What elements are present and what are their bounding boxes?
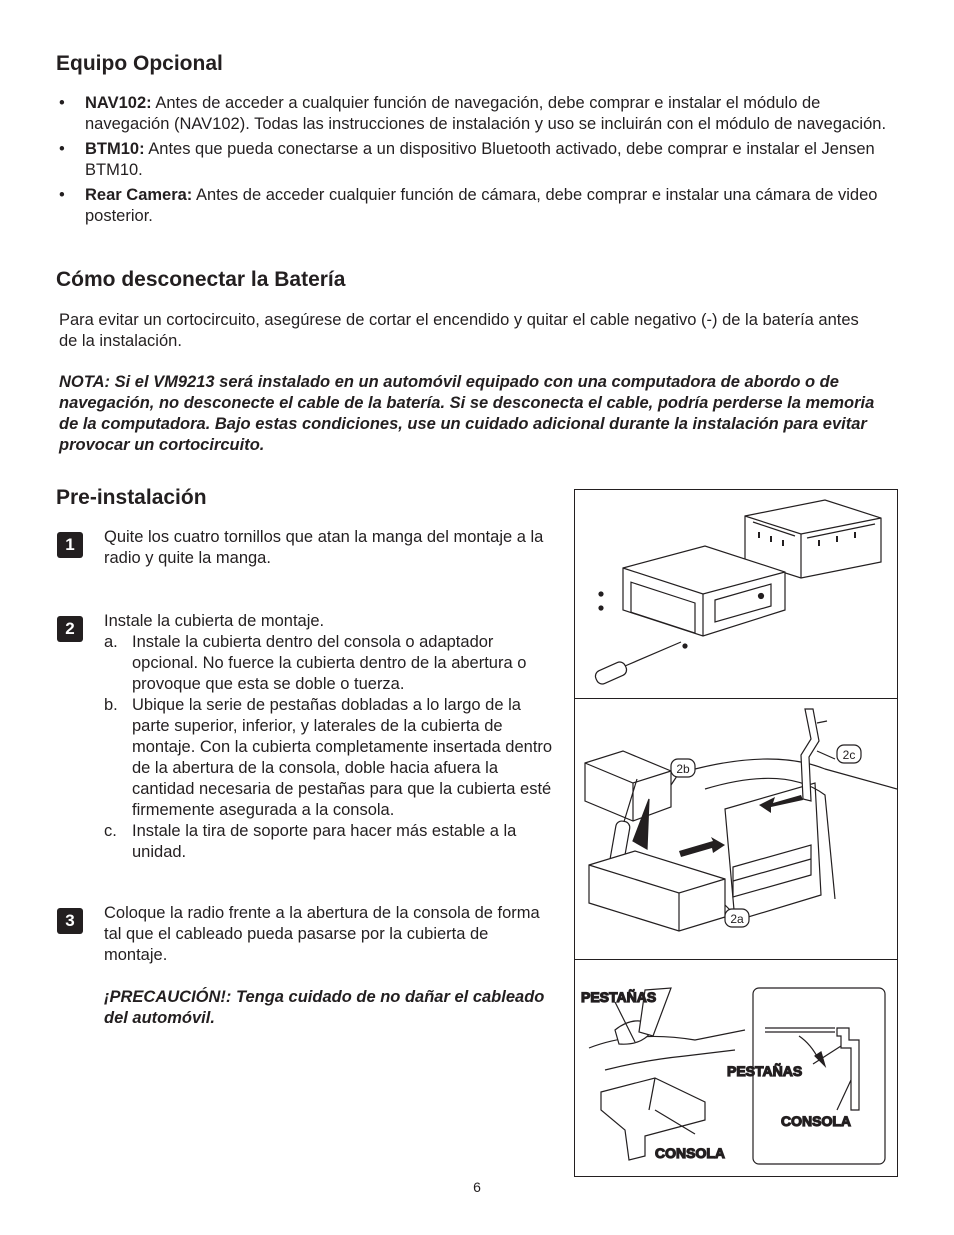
sleeve-bottom-illustration <box>589 851 725 931</box>
label-tabs-left: PESTAÑAS <box>581 989 657 1005</box>
optional-equipment-list <box>56 93 906 231</box>
step-2-badge: 2 <box>57 616 83 642</box>
callout-2b: 2b <box>676 762 690 776</box>
figure-panel-radio-sleeve <box>575 490 897 698</box>
item-term: BTM10: <box>85 140 145 158</box>
item-text: Antes de acceder a cualquier función de navegación, debe comprar e instalar el módulo de navegación (NAV102). Todas las instrucciones de instalación y uso se incluirán con el módulo de navegación. <box>85 94 887 133</box>
callout-2a: 2a <box>730 912 744 926</box>
battery-note: NOTA: Si el VM9213 será instalado en un automóvil equipado con una computadora de abordo o de navegación, no desconecte el cable de la batería. Si se desconecta el cable, podría perderse la memoria de la computadora. Bajo estas condiciones, use un cuidado adicional durante la instalación para evitar provocar un cortocircuito. <box>59 373 875 454</box>
label-tabs-right: PESTAÑAS <box>727 1063 803 1079</box>
sub-label: a. <box>104 633 118 651</box>
page-number: 6 <box>473 1179 481 1195</box>
step-2-sub-c <box>104 821 554 863</box>
list-item <box>56 185 906 227</box>
callout-2c: 2c <box>842 748 856 762</box>
sub-text: Ubique la serie de pestañas dobladas a lo largo de la parte superior, inferior, y laterales de la cubierta de montaje. Con la cubierta completamente insertada dentro de la abertura de la consola, doble hacia afuera la cantidad necesaria de pestañas para que la cubierta esté firmemente asegurada a la consola. <box>132 696 553 819</box>
sub-text: Instale la cubierta dentro del consola o adaptador opcional. No fuerce la cubierta dentro de la abertura o provoque que esta se doble o tuerza. <box>132 633 527 693</box>
step-3-badge: 3 <box>57 908 83 934</box>
step-2-text: Instale la cubierta de montaje. <box>104 612 325 630</box>
step-3-caution: ¡PRECAUCIÓN!: Tenga cuidado de no dañar el cableado del automóvil. <box>104 988 545 1027</box>
list-item <box>56 93 906 135</box>
sub-label: b. <box>104 696 118 714</box>
item-term: Rear Camera: <box>85 186 193 204</box>
tab-bend-illustration <box>589 988 745 1160</box>
screwdriver-illustration <box>594 642 681 686</box>
step-3-text: Coloque la radio frente a la abertura de la consola de forma tal que el cableado pueda pasarse por la cubierta de montaje. <box>104 904 540 964</box>
installation-figure <box>574 489 898 1177</box>
section-title-optional: Equipo Opcional <box>56 52 223 75</box>
section-title-preinstall: Pre-instalación <box>56 486 207 509</box>
label-console-right: CONSOLA <box>781 1113 851 1129</box>
step-2-sub-a <box>104 632 554 695</box>
sub-text: Instale la tira de soporte para hacer más estable a la unidad. <box>132 822 517 861</box>
step-2-sub-b <box>104 695 554 821</box>
step-3-block <box>104 903 554 1029</box>
item-text: Antes de acceder cualquier función de cámara, debe comprar e instalar una cámara de video posterior. <box>85 186 878 225</box>
item-text: Antes que pueda conectarse a un dispositivo Bluetooth activado, debe comprar e instalar el Jensen BTM10. <box>85 140 875 179</box>
label-console-bottom: CONSOLA <box>655 1145 725 1161</box>
sub-label: c. <box>104 822 117 840</box>
step-1-badge: 1 <box>57 532 83 558</box>
item-term: NAV102: <box>85 94 152 112</box>
list-item <box>56 139 906 181</box>
step-2-block <box>104 611 554 863</box>
section-title-battery: Cómo desconectar la Batería <box>56 268 346 291</box>
battery-paragraph: Para evitar un cortocircuito, asegúrese de cortar el encendido y quitar el cable negativo (-) de la batería antes de la instalación. <box>59 311 859 350</box>
support-strap-illustration <box>801 709 827 801</box>
figure-panel-tabs-detail <box>575 960 897 1176</box>
step-1-text: Quite los cuatro tornillos que atan la manga del montaje a la radio y quite la manga. <box>104 528 544 567</box>
figure-panel-console-install <box>575 699 897 959</box>
